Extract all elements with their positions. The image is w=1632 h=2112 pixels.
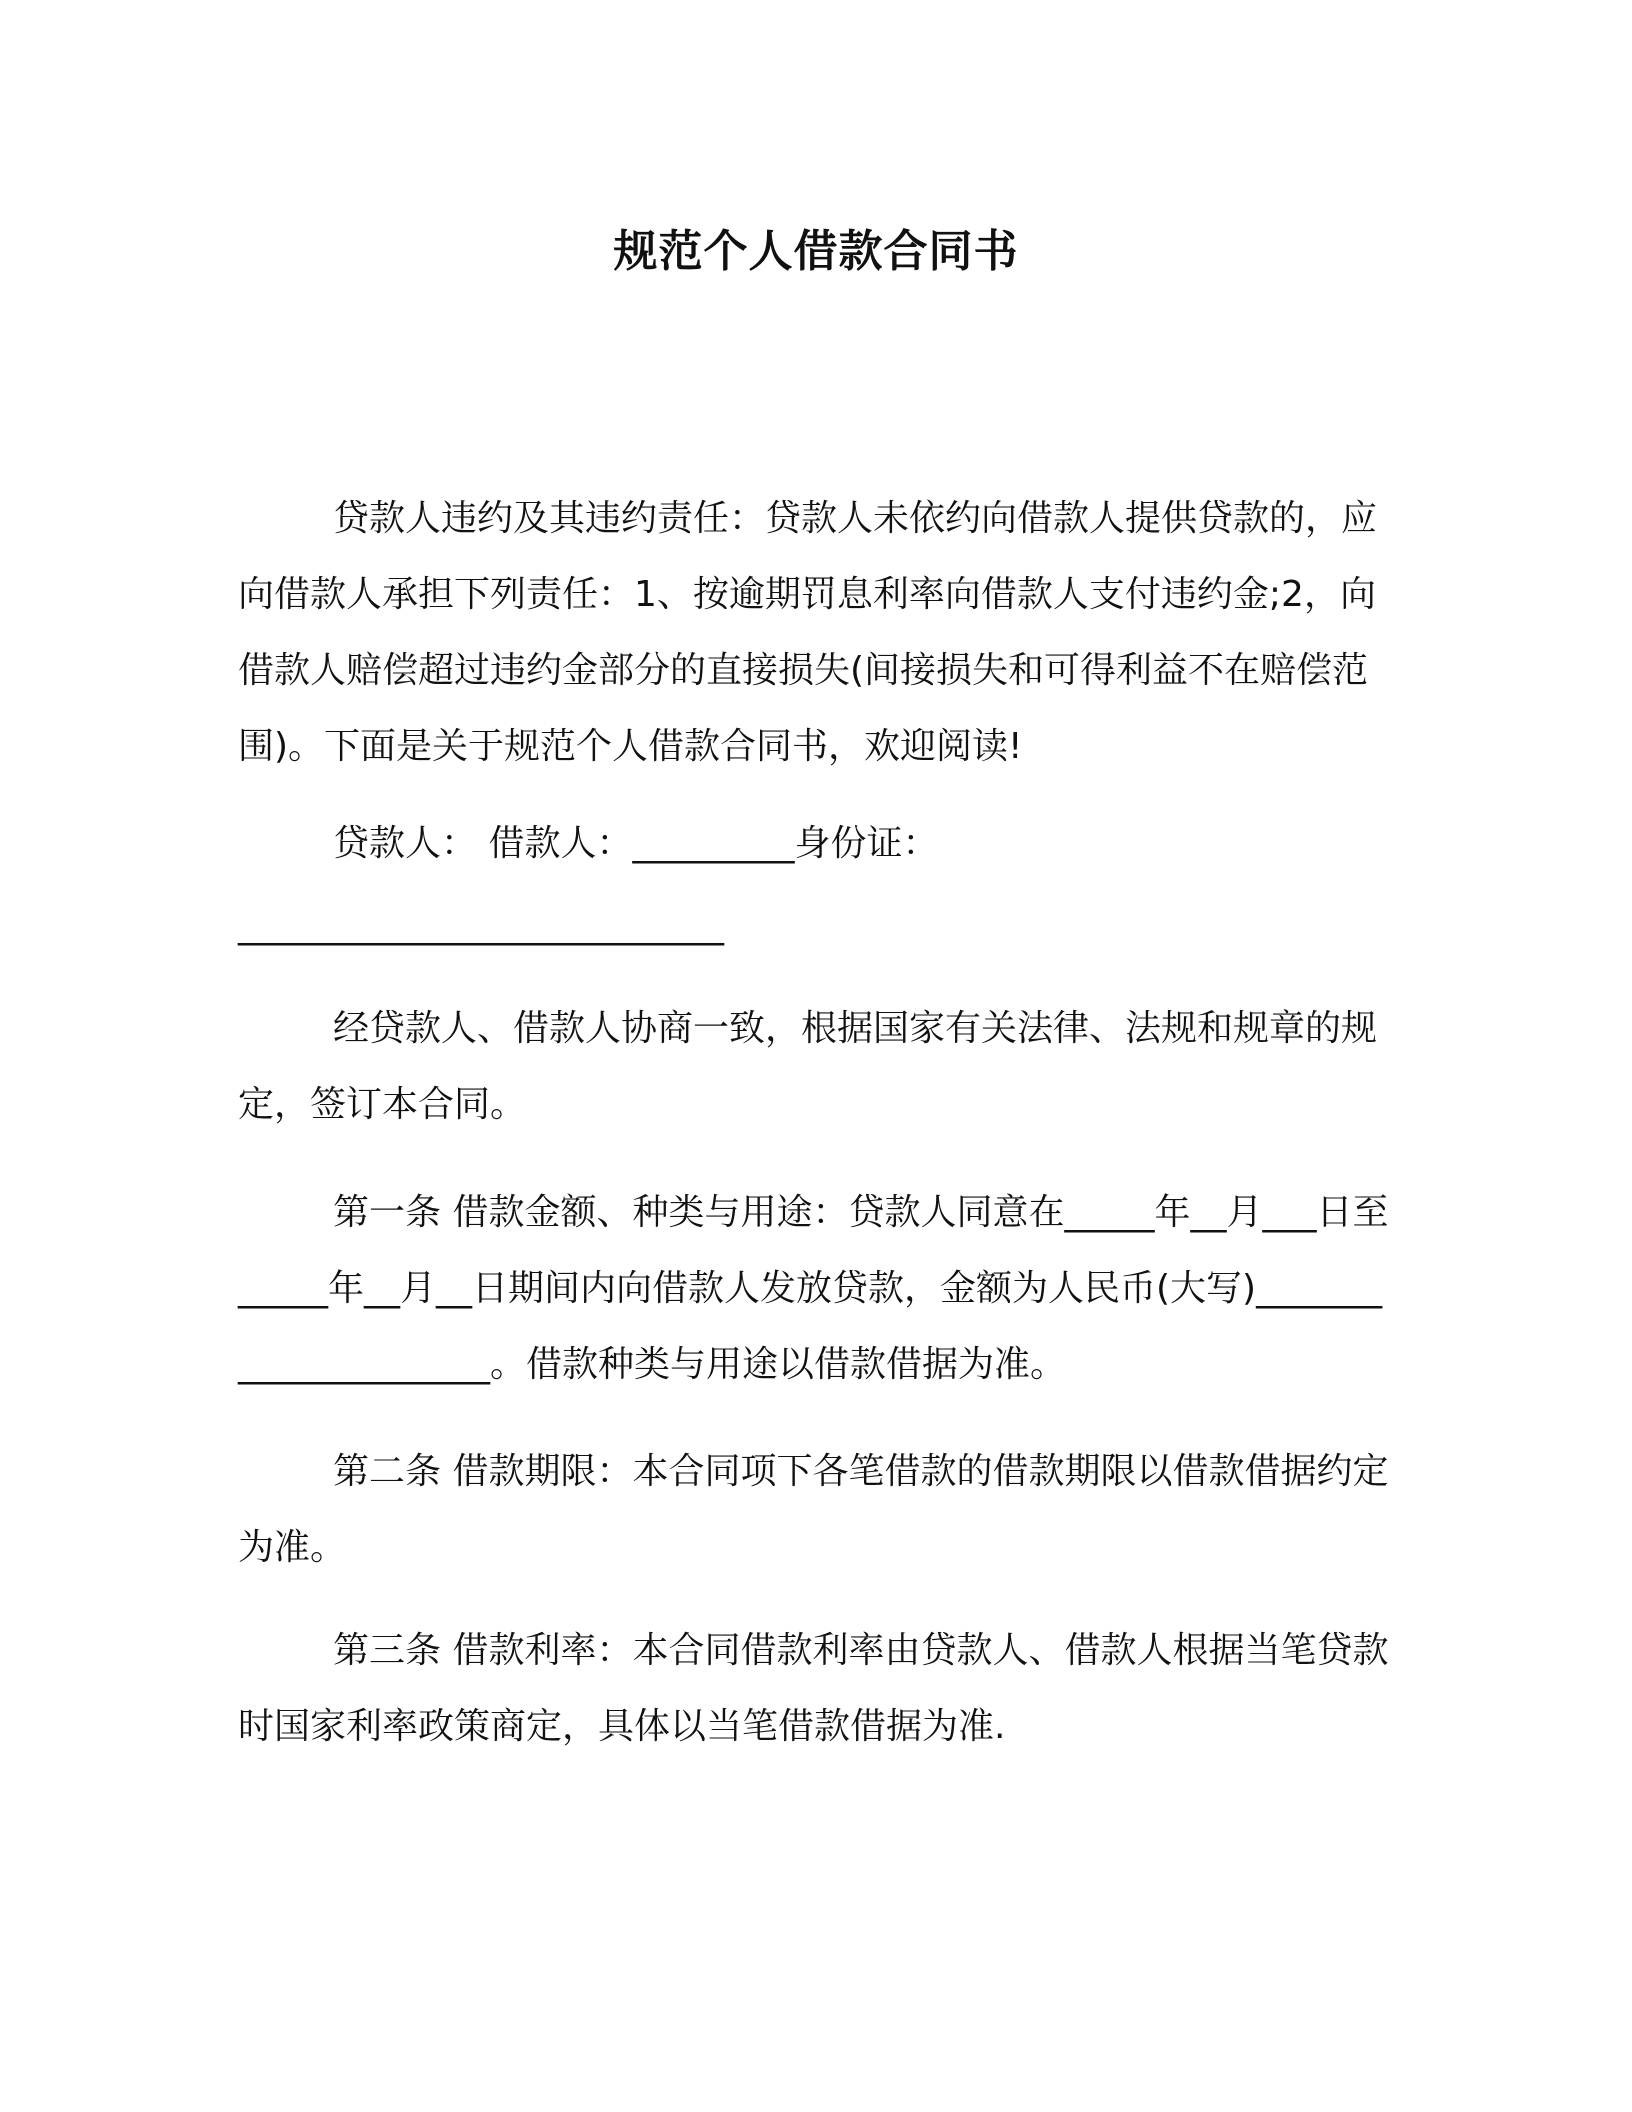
paragraph-intro: 贷款人违约及其违约责任：贷款人未依约向借款人提供贷款的，应向借款人承担下列责任：1、按逾期罚息利率向借款人支付违约金;2，向借款人赔偿超过违约金部分的直接损失(间接损失和可得利益不在赔偿范围)。下面是关于规范个人借款合同书，欢迎阅读! (238, 498, 1378, 767)
article-3-interest-rate: 第三条 借款利率：本合同借款利率由贷款人、借款人根据当笔贷款时国家利率政策商定，具体以当笔借款借据为准. (238, 1630, 1389, 1747)
paragraph-parties: 贷款人： 借款人：_________身份证： (333, 823, 939, 864)
paragraph-agreement: 经贷款人、借款人协商一致，根据国家有关法律、法规和规章的规定，签订本合同。 (238, 1008, 1378, 1125)
id-blank-line: ___________________________ (238, 905, 724, 946)
document-title: 规范个人借款合同书 (613, 226, 1019, 277)
article-1-loan-amount: 第一条 借款金额、种类与用途：贷款人同意在_____年__月___日至_____年__月__日期间内向借款人发放贷款，金额为人民币(大写)_____________________。借款种类与用途以借款借据为准。 (238, 1192, 1389, 1385)
article-2-loan-term: 第二条 借款期限：本合同项下各笔借款的借款期限以借款借据约定为准。 (238, 1451, 1389, 1568)
